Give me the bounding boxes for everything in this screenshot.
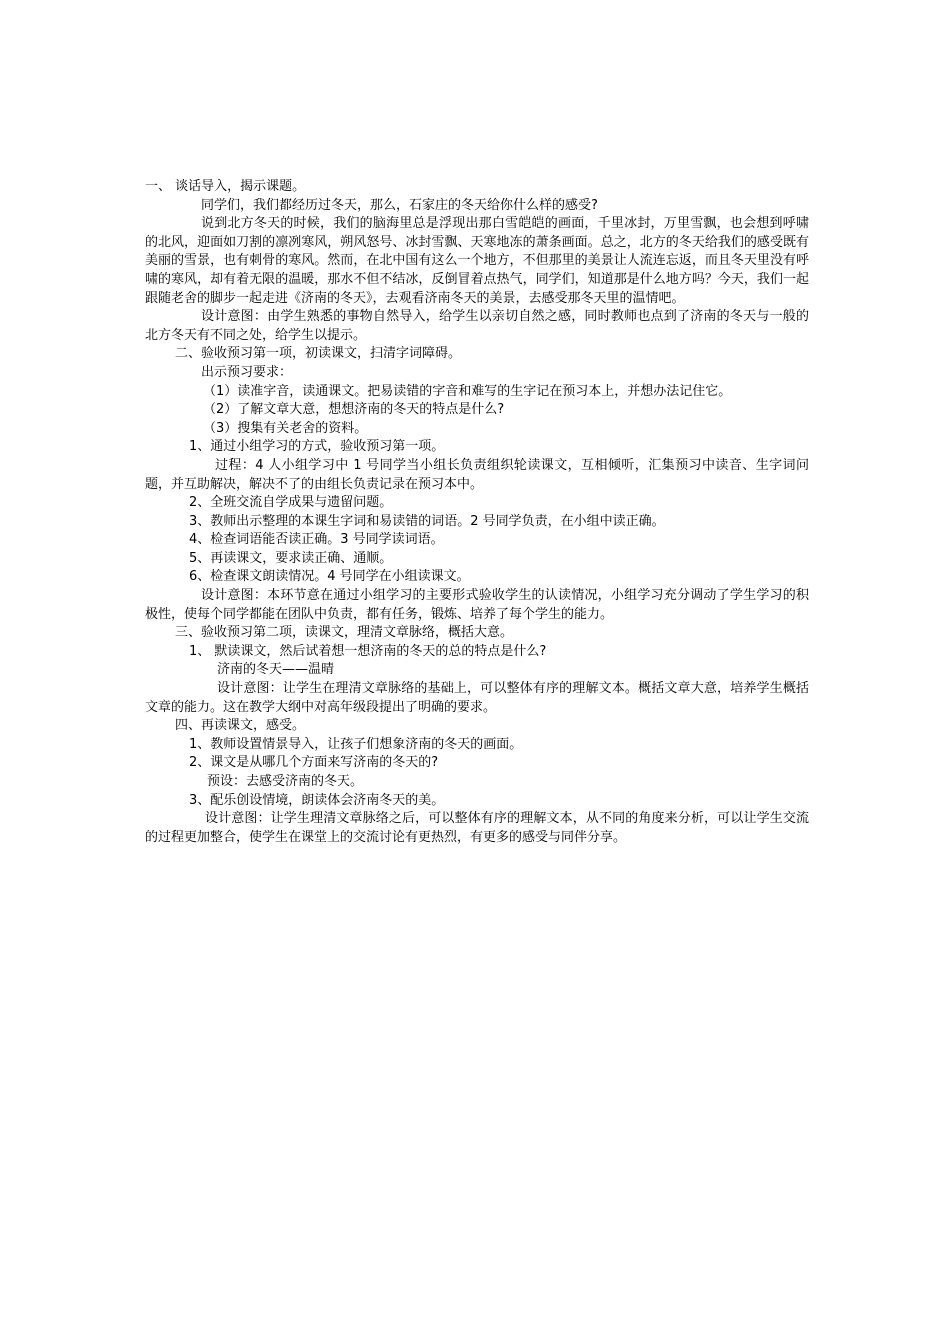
section-2-heading: 二、验收预习第一项，初读课文，扫清字词障碍。 — [175, 346, 462, 362]
section-4-preset: 预设：去感受济南的冬天。 — [207, 774, 364, 789]
section-1-heading: 一、 谈话导入，揭示课题。 — [145, 179, 306, 194]
section-2-process: 过程：4 人小组学习中 1 号同学当小组长负责组织轮读课文，互相倾听，汇集预习中读音、生字词问题，并互助解决，解决不了的由组长负责记录在预习本中。 — [145, 457, 809, 492]
section-3-design-intent: 设计意图：让学生在理清文章脉络的基础上，可以整体有序的理解文本。概括文章大意，培养学生概括文章的能力。这在教学大纲中对高年级段提出了明确的要求。 — [145, 681, 809, 715]
section-4-step-1: 1、教师设置情景导入，让孩子们想象济南的冬天的画面。 — [189, 736, 523, 752]
section-2-requirements-label: 出示预习要求： — [201, 364, 293, 380]
section-3-step-1: 1、 默读课文，然后试着想一想济南的冬天的总的特点是什么? — [189, 643, 547, 659]
section-4-heading: 四、再读课文，感受。 — [175, 718, 306, 734]
section-4-step-2: 2、课文是从哪几个方面来写济南的冬天的? — [189, 755, 439, 771]
section-2-step-2: 2、全班交流自学成果与遗留问题。 — [189, 495, 393, 511]
section-4-step-3: 3、配乐创设情境，朗读体会济南冬天的美。 — [189, 792, 445, 808]
section-2-step-4: 4、检查词语能否读正确。3 号同学读词语。 — [189, 532, 444, 548]
section-1-paragraph: 说到北方冬天的时候，我们的脑海里总是浮现出那白雪皑皑的画面，千里冰封，万里雪飘，也会想到呼啸的北风，迎面如刀割的凛冽寒风，朔风怒号、冰封雪飘、天寒地冻的萧条画面。总之，北方的冬天给我们的感受既有美丽的雪景，也有刺骨的寒风。然而，在北中国有这么一个地方，不但那里的美景让人流连忘返，而且冬天里没有呼啸的寒风，却有着无限的温暖，那水不但不结冰，反倒冒着点热气，同学们，知道那是什么地方吗？今天，我们一起跟随老舍的脚步一起走进《济南的冬天》，去观看济南冬天的美景，去感受那冬天里的温情吧。 — [145, 216, 809, 306]
section-2-design-intent: 设计意图：本环节意在通过小组学习的主要形式验收学生的认读情况，小组学习充分调动了学生学习的积极性，使每个同学都能在团队中负责，都有任务，锻炼、培养了每个学生的能力。 — [145, 588, 809, 622]
section-1-question: 同学们，我们都经历过冬天，那么，石家庄的冬天给你什么样的感受? — [201, 197, 598, 213]
section-2-step-5: 5、再读课文，要求读正确、通顺。 — [189, 550, 393, 566]
section-1-design-intent: 设计意图：由学生熟悉的事物自然导入，给学生以亲切自然之感，同时教师也点到了济南的冬天与一般的北方冬天有不同之处，给学生以提示。 — [145, 309, 809, 343]
section-2-step-3: 3、教师出示整理的本课生字词和易读错的词语。2 号同学负责，在小组中读正确。 — [189, 513, 665, 529]
section-2-requirement-3: （3）搜集有关老舍的资料。 — [203, 420, 368, 436]
section-2-requirement-2: （2）了解文章大意，想想济南的冬天的特点是什么? — [203, 402, 505, 418]
section-3-answer: 济南的冬天——温晴 — [217, 662, 335, 678]
section-3-heading: 三、验收预习第二项，读课文，理清文章脉络，概括大意。 — [175, 625, 514, 641]
section-2-step-6: 6、检查课文朗读情况。4 号同学在小组读课文。 — [189, 569, 470, 585]
lesson-plan-body — [145, 178, 809, 847]
section-2-requirement-1: （1）读准字音，读通课文。把易读错的字音和难写的生字记在预习本上，并想办法记住它。 — [203, 383, 732, 399]
section-4-design-intent: 设计意图：让学生理清文章脉络之后，可以整体有序的理解文本，从不同的角度来分析，可以让学生交流的过程更加整合，使学生在课堂上的交流讨论有更热烈，有更多的感受与同伴分享。 — [145, 811, 809, 845]
section-2-step-1: 1、通过小组学习的方式，验收预习第一项。 — [189, 439, 445, 455]
